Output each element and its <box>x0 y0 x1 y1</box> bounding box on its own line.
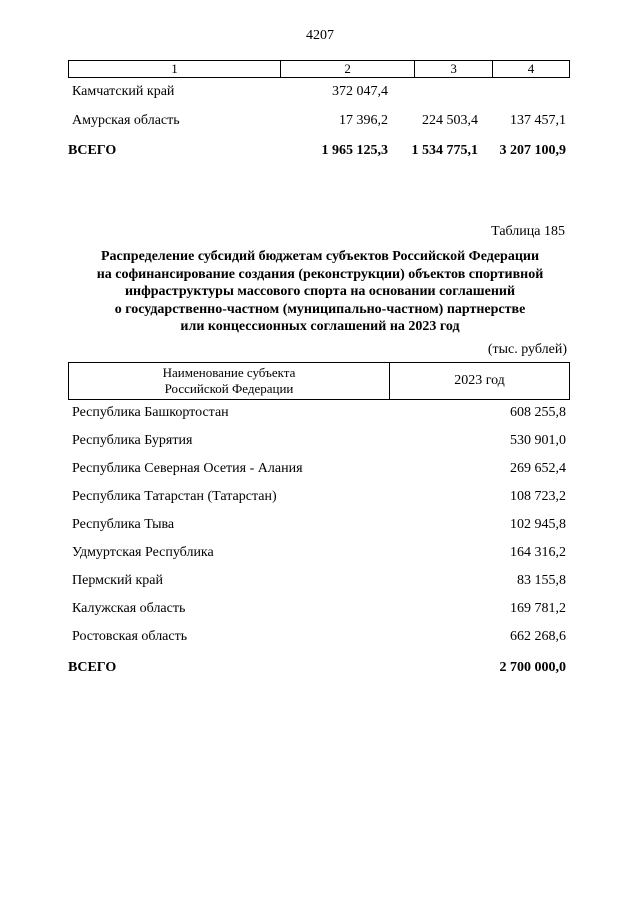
table1-header-col3: 3 <box>415 61 493 77</box>
table1-header-col2: 2 <box>281 61 415 77</box>
total-col2: 1 965 125,3 <box>321 143 388 158</box>
table2-row <box>68 629 570 647</box>
region-name: Ростовская область <box>72 629 188 644</box>
table2-row <box>68 573 570 591</box>
region-name: Пермский край <box>72 573 163 588</box>
table1-header <box>68 60 570 78</box>
title-line: Распределение субсидий бюджетам субъектов Российской Федерации <box>100 249 540 264</box>
region-name: Камчатский край <box>72 84 175 99</box>
table2-row <box>68 489 570 507</box>
header-line: Наименование субъекта <box>162 365 296 380</box>
page-number: 4207 <box>306 28 334 43</box>
table1-total-row <box>68 143 570 161</box>
table1-header-col4: 4 <box>527 61 535 76</box>
region-value: 530 901,0 <box>510 433 566 448</box>
region-value: 269 652,4 <box>510 461 566 476</box>
table2-header <box>68 362 570 400</box>
header-year: 2023 год <box>454 373 505 388</box>
total-value: 2 700 000,0 <box>499 660 566 675</box>
region-value: 83 155,8 <box>517 573 566 588</box>
region-name: Калужская область <box>72 601 186 616</box>
region-value: 608 255,8 <box>510 405 566 420</box>
region-value: 169 781,2 <box>510 601 566 616</box>
region-value: 102 945,8 <box>510 517 566 532</box>
header-region-name <box>69 363 390 399</box>
total-col4: 3 207 100,9 <box>499 143 566 158</box>
value-col4: 137 457,1 <box>510 113 566 128</box>
table2-total-row <box>68 660 570 678</box>
region-value: 662 268,6 <box>510 629 566 644</box>
table1-header-col1: 1 <box>69 61 281 77</box>
region-name: Республика Башкортостан <box>72 405 229 420</box>
units-label: (тыс. рублей) <box>487 342 567 357</box>
total-label: ВСЕГО <box>68 143 117 158</box>
table2-row <box>68 461 570 479</box>
table-label: Таблица 185 <box>491 224 565 239</box>
table2-row <box>68 517 570 535</box>
region-name: Удмуртская Республика <box>72 545 214 560</box>
title-line: на софинансирование создания (реконструкции) объектов спортивной <box>96 266 544 282</box>
table2-row <box>68 433 570 451</box>
region-name: Республика Татарстан (Татарстан) <box>72 489 277 504</box>
value-col2: 17 396,2 <box>339 113 388 128</box>
header-line: Российской Федерации <box>164 381 294 396</box>
table2-row <box>68 405 570 423</box>
table-title <box>60 248 580 336</box>
title-line: инфраструктуры массового спорта на основании соглашений <box>124 284 516 299</box>
table1-row <box>68 84 570 102</box>
region-name: Амурская область <box>72 113 180 128</box>
value-col3: 224 503,4 <box>422 113 478 128</box>
table2-row <box>68 545 570 563</box>
total-col3: 1 534 775,1 <box>411 143 478 158</box>
region-value: 108 723,2 <box>510 489 566 504</box>
table1-row <box>68 113 570 131</box>
region-name: Республика Северная Осетия - Алания <box>72 461 303 476</box>
table2-row <box>68 601 570 619</box>
value-col2: 372 047,4 <box>332 84 388 99</box>
region-name: Республика Тыва <box>72 517 175 532</box>
total-label: ВСЕГО <box>68 660 117 675</box>
region-value: 164 316,2 <box>510 545 566 560</box>
region-name: Республика Бурятия <box>72 433 193 448</box>
title-line: о государственно-частном (муниципально-частном) партнерстве <box>114 301 526 317</box>
title-line: или концессионных соглашений на 2023 год <box>180 319 460 334</box>
